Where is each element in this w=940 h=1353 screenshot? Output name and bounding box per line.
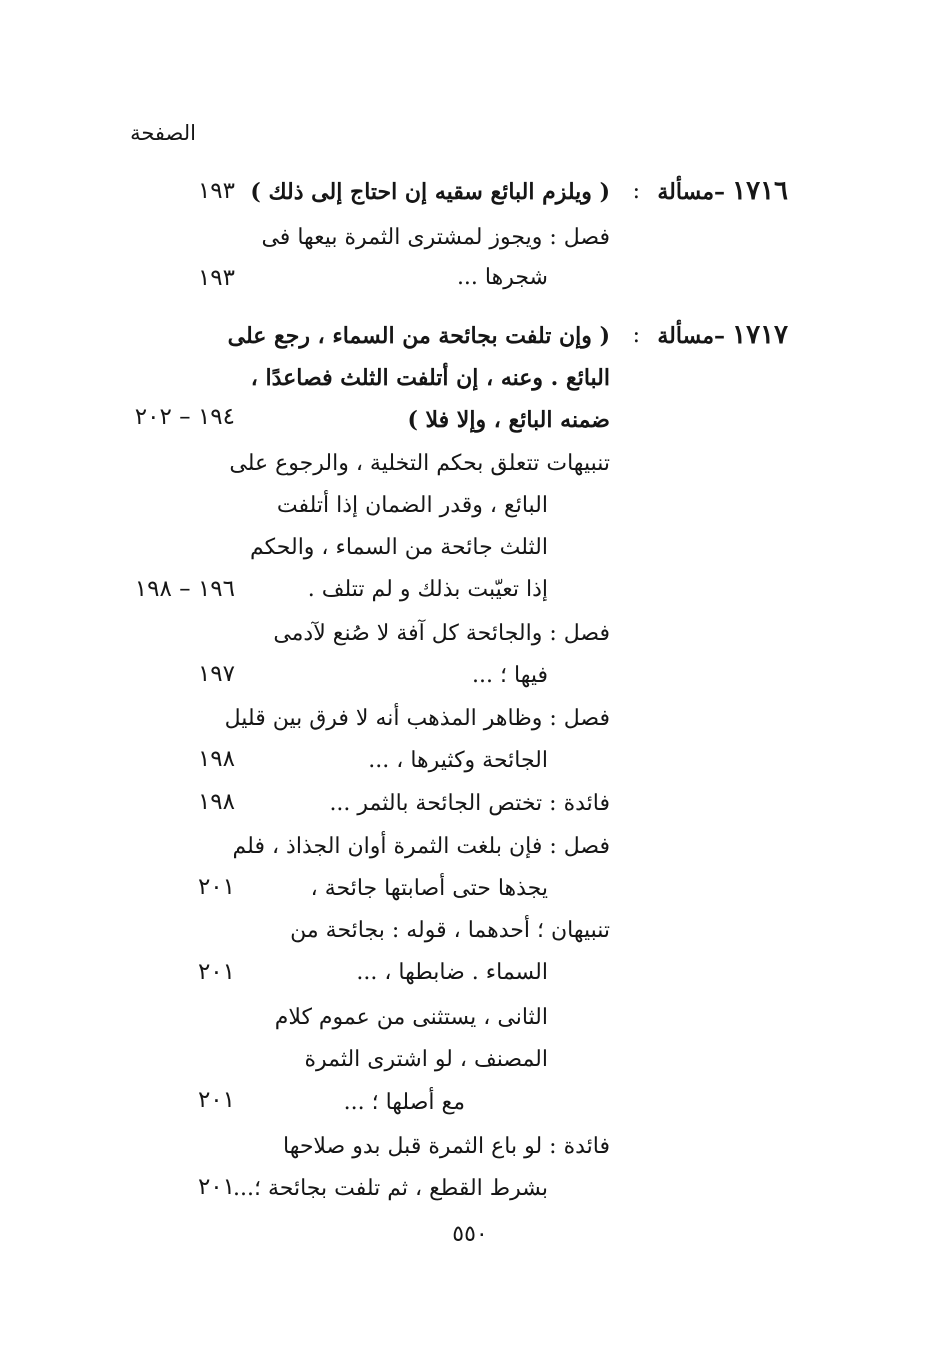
page-ref: ٢٠١ <box>197 1174 235 1200</box>
sub-entry-line: تنبيهان ؛ أحدهما ، قوله : بجائحة من <box>290 918 610 943</box>
sub-entry-line: فائدة : تختص الجائحة بالثمر ... <box>329 791 610 816</box>
issue-title-line: ( وإن تلفت بجائحة من السماء ، رجع على <box>227 323 610 349</box>
page-ref: ١٩٤ – ٢٠٢ <box>134 404 235 430</box>
sub-entry-line: البائع ، وقدر الضمان إذا أتلفت <box>276 493 548 518</box>
sub-entry-line: الثانى ، يستثنى من عموم كلام <box>274 1005 548 1030</box>
sub-entry-line: فيها ؛ ... <box>472 663 548 688</box>
issue-colon: : <box>632 179 640 204</box>
sub-entry-line: إذا تعيّبت بذلك و لم تتلف . <box>307 577 548 602</box>
sub-entry-line: بشرط القطع ، ثم تلفت بجائحة ؛... <box>232 1176 548 1201</box>
page-column-header: الصفحة <box>130 121 196 145</box>
page-ref: ١٩٧ <box>197 661 235 687</box>
page-ref: ١٩٣ <box>197 178 235 204</box>
page-ref: ١٩٨ <box>197 746 235 772</box>
sub-entry-line: السماء . ضابطها ، ... <box>356 960 548 985</box>
page-number: ٥٥٠ <box>452 1222 488 1247</box>
sub-entry-line: شجرها ... <box>456 265 548 290</box>
sub-entry-line: فائدة : لو باع الثمرة قبل بدو صلاحها <box>282 1134 610 1159</box>
page-ref: ٢٠١ <box>197 1087 235 1113</box>
sub-entry-line: يجذها حتى أصابتها جائحة ، <box>310 876 548 901</box>
sub-entry-line: الثلث جائحة من السماء ، والحكم <box>250 535 548 560</box>
issue-colon: : <box>632 323 640 348</box>
issue-title-line: ( ويلزم البائع سقيه إن احتاج إلى ذلك ) <box>250 179 610 205</box>
issue-label: –مسألة <box>657 179 725 205</box>
issue-title-line: ضمنه البائع ، وإلا فلا ) <box>407 407 610 433</box>
sub-entry-line: فصل : وظاهر المذهب أنه لا فرق بين قليل <box>224 706 610 731</box>
page-ref: ٢٠١ <box>197 959 235 985</box>
sub-entry-line: فصل : والجائحة كل آفة لا صُنع لآدمى <box>273 621 610 646</box>
issue-number: ١٧١٧ <box>732 320 788 350</box>
sub-entry-line: فصل : ويجوز لمشترى الثمرة بيعها فى <box>261 225 610 250</box>
sub-entry-line: الجائحة وكثيرها ، ... <box>368 748 548 773</box>
issue-title-line: البائع . وعنه ، إن أتلفت الثلث فصاعدًا ، <box>250 365 610 391</box>
issue-number: ١٧١٦ <box>732 176 788 206</box>
sub-entry-line: فصل : فإن بلغت الثمرة أوان الجذاذ ، فلم <box>232 834 610 859</box>
sub-entry-line: المصنف ، لو اشترى الثمرة <box>304 1047 548 1072</box>
page-ref: ١٩٣ <box>197 265 235 291</box>
sub-entry-line: تنبيهات تتعلق بحكم التخلية ، والرجوع على <box>229 451 610 476</box>
issue-label: –مسألة <box>657 323 725 349</box>
page-ref: ١٩٨ <box>197 789 235 815</box>
page-ref: ٢٠١ <box>197 874 235 900</box>
sub-entry-line: مع أصلها ؛ ... <box>343 1090 465 1115</box>
page-ref: ١٩٦ – ١٩٨ <box>134 576 235 602</box>
